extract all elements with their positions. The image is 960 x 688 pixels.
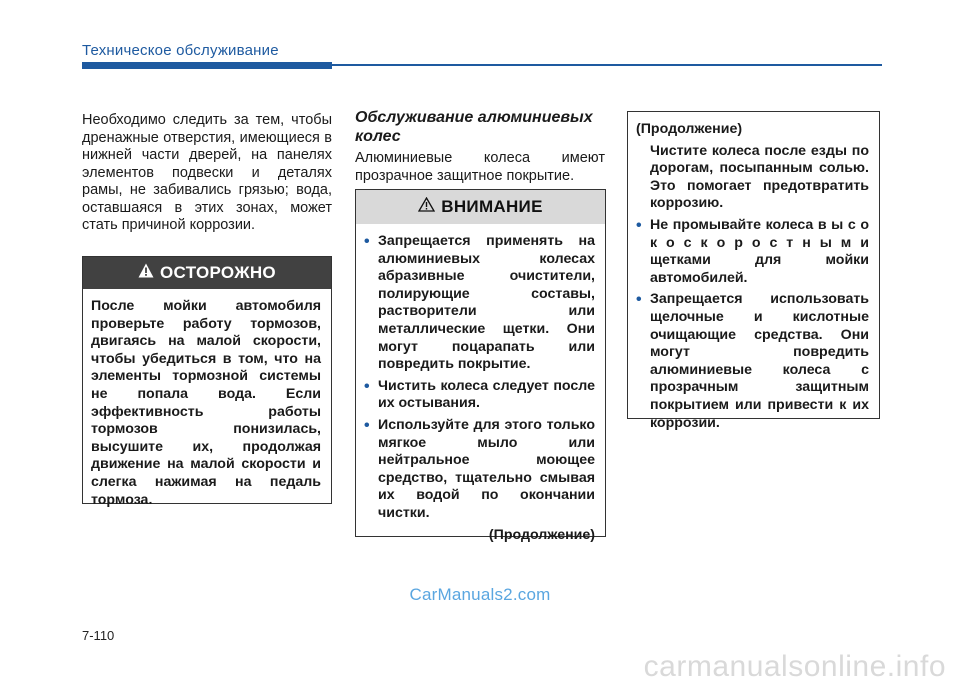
- caution-bullet: • Чистить колеса следует после их остывания.: [364, 378, 595, 413]
- header-rule-thick: [82, 62, 332, 69]
- continued-label: (Продолжение): [488, 526, 595, 543]
- caution-continued-body: [628, 112, 879, 432]
- drainage-paragraph: Необходимо следить за тем, чтобы дренажные отверстия, имеющиеся в нижней части дверей, на панелях элементов подвески и деталях рамы, не забивались грязью; вода, оставшаяся в этих зонах, может стать причиной коррозии.: [82, 112, 332, 233]
- paragraph-word: имеют: [561, 150, 605, 166]
- caution-box: [355, 189, 606, 543]
- watermark-carmanualsonline: carmanualsonline.info: [643, 650, 946, 683]
- paragraph-word: Алюминиевые: [355, 150, 453, 166]
- paragraph-line: прозрачное защитное покрытие.: [355, 167, 575, 184]
- caution-title: ВНИМАНИЕ: [441, 197, 543, 216]
- warning-triangle-icon: [138, 263, 154, 283]
- page-number: 7-110: [82, 628, 115, 643]
- warning-title: ОСТОРОЖНО: [160, 263, 276, 282]
- caution-header: [356, 190, 605, 224]
- caution-continued-box: [627, 111, 880, 431]
- caution-bullet: • Не промывайте колеса в ы с о к о с к о р о с т н ы м и щетками для мойки автомобилей.: [636, 217, 869, 287]
- caution-bullet: • Запрещается использовать щелочные и кислотные очищающие средства. Они могут повредить алюминиевые колеса с прозрачным защитным покрытием или привести к их коррозии.: [636, 291, 869, 432]
- caution-bullet: • Запрещается применять на алюминиевых колесах абразивные очистители, полирующие составы, растворители или металлические щетки. Они могут поцарапать или повредить покрытие.: [364, 233, 595, 374]
- continued-text: Чистите колеса после езды по дорогам, посыпанным солью. Это помогает предотвратить коррозию.: [650, 142, 869, 212]
- warning-box: [82, 256, 332, 508]
- caution-bullet: • Используйте для этого только мягкое мыло или нейтральное моющее средство, тщательно смывая их водой по окончании чистки.: [364, 417, 595, 523]
- continued-header: (Продолжение): [636, 121, 743, 137]
- caution-body: [356, 224, 605, 544]
- header-rule-thin: [332, 64, 882, 66]
- alloy-wheels-paragraph: [355, 150, 605, 185]
- warning-header: [83, 257, 331, 289]
- section-title: Техническое обслуживание: [82, 42, 279, 59]
- caution-triangle-icon: [418, 197, 435, 217]
- warning-text: После мойки автомобиля проверьте работу тормозов, двигаясь на малой скорости, чтобы убедиться в том, что на элементы тормозной системы не попала вода. Если эффективность работы тормозов понизилась, высушите их, продолжая движение на малой скорости и слегка нажимая на педаль тормоза.: [91, 298, 321, 508]
- alloy-wheels-heading: Обслуживание алюминиевых колес: [355, 109, 593, 145]
- paragraph-word: колеса: [483, 150, 531, 166]
- watermark-carmanuals2: CarManuals2.com: [409, 585, 551, 604]
